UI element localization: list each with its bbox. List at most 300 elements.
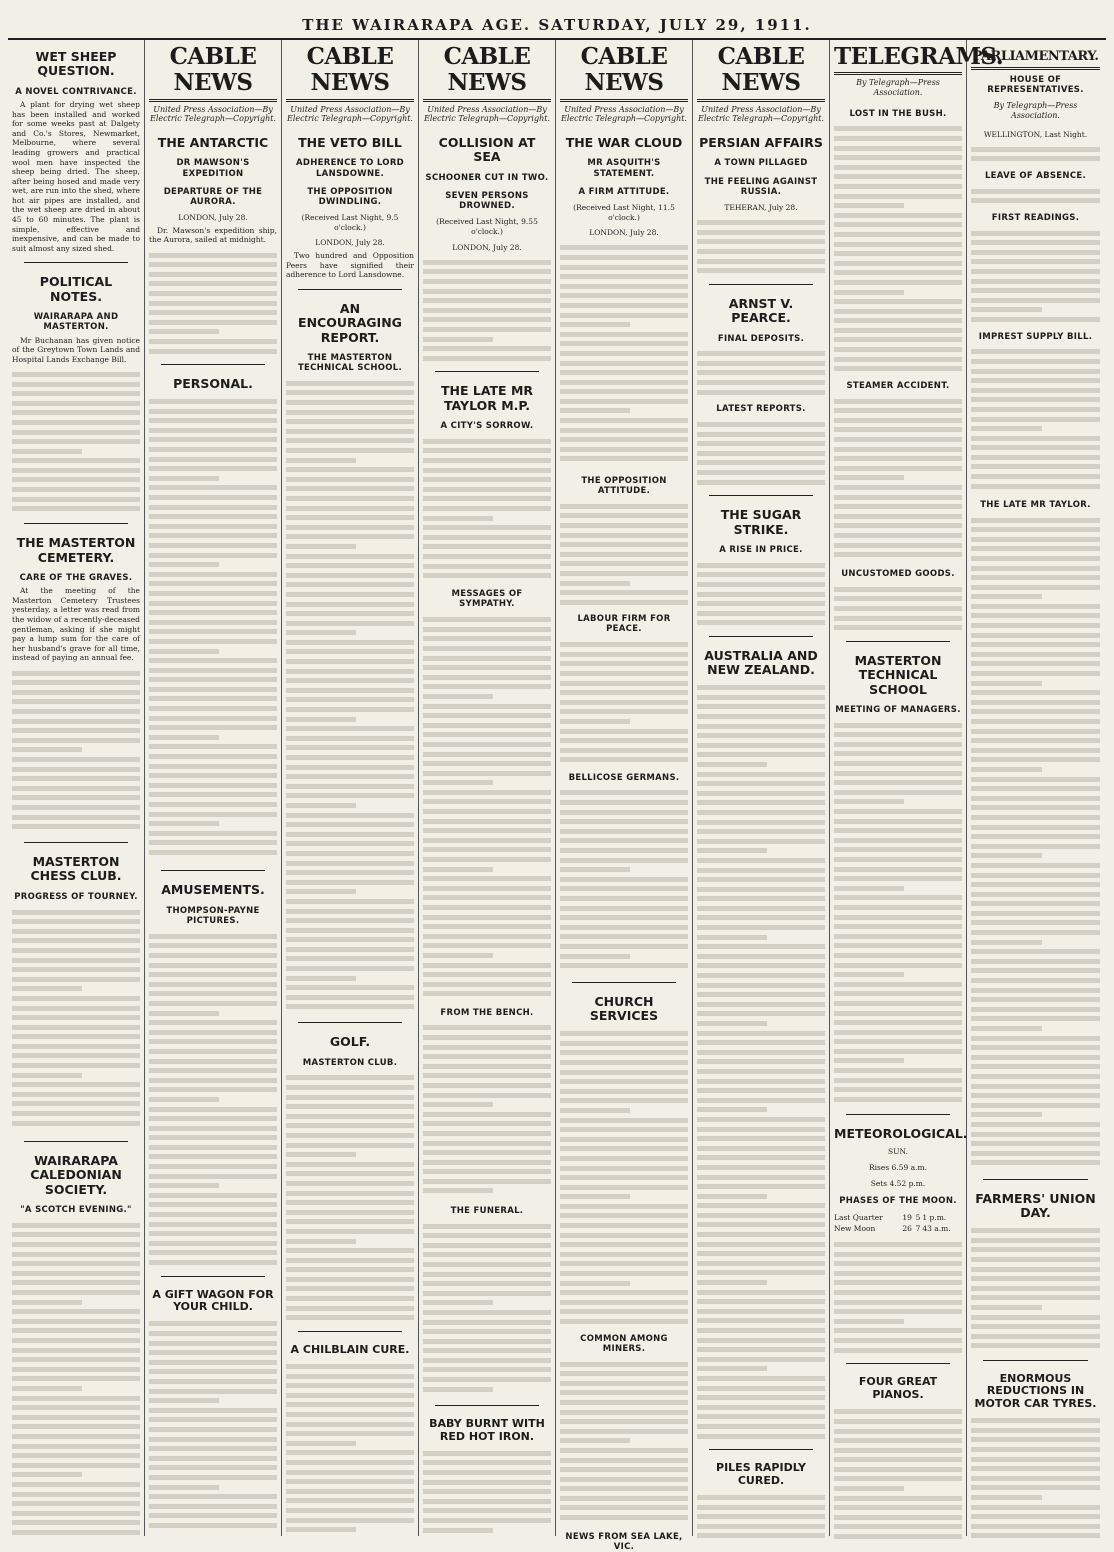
article-subheading: THOMPSON-PAYNE PICTURES. bbox=[166, 905, 260, 927]
text-line-placeholder bbox=[834, 723, 962, 728]
text-line-placeholder bbox=[286, 813, 414, 818]
column-4 bbox=[419, 40, 556, 1536]
text-line-placeholder bbox=[560, 341, 688, 346]
text-line-placeholder bbox=[286, 390, 414, 395]
text-line-placeholder bbox=[697, 1040, 825, 1045]
text-line-placeholder bbox=[286, 1508, 414, 1513]
text-line-placeholder bbox=[149, 1068, 277, 1073]
text-line-placeholder bbox=[834, 1348, 962, 1353]
text-line-placeholder bbox=[423, 1281, 551, 1286]
text-line-placeholder bbox=[12, 1453, 140, 1458]
text-line-placeholder bbox=[560, 1381, 688, 1386]
text-line-placeholder bbox=[149, 572, 277, 577]
text-line-placeholder bbox=[834, 1020, 962, 1025]
text-line-placeholder bbox=[12, 401, 140, 406]
text-line-placeholder bbox=[149, 1446, 277, 1451]
text-line-placeholder bbox=[423, 799, 551, 804]
advertisement bbox=[286, 1338, 414, 1360]
text-line-placeholder bbox=[286, 525, 414, 530]
text-line-placeholder bbox=[560, 504, 688, 509]
text-line-placeholder bbox=[149, 1341, 277, 1346]
text-line-placeholder bbox=[560, 380, 688, 385]
article-subheading: A NOVEL CONTRIVANCE. bbox=[15, 86, 137, 97]
text-line-placeholder bbox=[149, 716, 277, 721]
text-line-placeholder bbox=[971, 1457, 1100, 1462]
text-line-placeholder bbox=[971, 1324, 1100, 1329]
page-columns bbox=[8, 40, 1106, 1552]
text-line-placeholder bbox=[423, 656, 551, 661]
text-line-placeholder bbox=[834, 1087, 962, 1092]
byline: United Press Association—By Electric Telegraph—Copyright. bbox=[424, 104, 550, 124]
text-line-placeholder bbox=[149, 601, 277, 606]
article-subheading: THE FUNERAL. bbox=[450, 1205, 524, 1216]
text-line-placeholder bbox=[971, 959, 1100, 964]
article-body-filler bbox=[423, 434, 551, 584]
text-line-placeholder bbox=[560, 1281, 630, 1286]
article-body-filler bbox=[149, 1317, 277, 1536]
text-line-placeholder bbox=[697, 887, 825, 892]
text-line-placeholder bbox=[697, 704, 825, 709]
text-line-placeholder bbox=[423, 771, 551, 776]
text-line-placeholder bbox=[12, 1025, 140, 1030]
text-line-placeholder bbox=[149, 783, 277, 788]
text-line-placeholder bbox=[560, 877, 688, 882]
text-line-placeholder bbox=[971, 307, 1042, 312]
text-line-placeholder bbox=[697, 810, 825, 815]
article-subheading: SEVEN PERSONS DROWNED. bbox=[445, 191, 529, 212]
text-line-placeholder bbox=[423, 636, 551, 641]
article-body-filler bbox=[149, 394, 277, 864]
text-line-placeholder bbox=[971, 1315, 1100, 1320]
text-line-placeholder bbox=[971, 426, 1042, 431]
text-line-placeholder bbox=[971, 834, 1100, 839]
text-line-placeholder bbox=[286, 956, 414, 961]
text-line-placeholder bbox=[149, 1078, 277, 1083]
text-line-placeholder bbox=[560, 408, 630, 413]
text-line-placeholder bbox=[286, 1123, 414, 1128]
text-line-placeholder bbox=[423, 1243, 551, 1248]
text-line-placeholder bbox=[834, 1429, 962, 1434]
text-line-placeholder bbox=[971, 1437, 1100, 1442]
text-line-placeholder bbox=[286, 602, 414, 607]
text-line-placeholder bbox=[834, 328, 962, 333]
text-line-placeholder bbox=[12, 420, 140, 425]
text-line-placeholder bbox=[423, 1064, 551, 1069]
article-heading: MASTERTON TECHNICAL SCHOOL bbox=[854, 652, 942, 697]
article-subheading: MR ASQUITH'S STATEMENT. bbox=[587, 158, 661, 179]
text-line-placeholder bbox=[560, 700, 688, 705]
article-body-filler bbox=[697, 681, 825, 1444]
text-line-placeholder bbox=[971, 920, 1100, 925]
text-line-placeholder bbox=[149, 1456, 277, 1461]
text-line-placeholder bbox=[697, 733, 825, 738]
text-line-placeholder bbox=[12, 1492, 140, 1497]
divider bbox=[298, 1022, 402, 1023]
text-line-placeholder bbox=[12, 1111, 140, 1116]
byline: United Press Association—By Electric Telegraph—Copyright. bbox=[561, 104, 687, 124]
text-line-placeholder bbox=[286, 1258, 414, 1263]
text-line-placeholder bbox=[834, 1049, 962, 1054]
text-line-placeholder bbox=[149, 329, 219, 334]
text-line-placeholder bbox=[560, 925, 688, 930]
table-cell: 5 bbox=[915, 1213, 921, 1223]
text-line-placeholder bbox=[560, 456, 688, 461]
text-line-placeholder bbox=[697, 877, 825, 882]
text-line-placeholder bbox=[423, 1073, 551, 1078]
text-line-placeholder bbox=[149, 1154, 277, 1159]
text-line-placeholder bbox=[697, 1011, 825, 1016]
text-line-placeholder bbox=[149, 1174, 277, 1179]
text-line-placeholder bbox=[971, 767, 1042, 772]
text-line-placeholder bbox=[286, 1277, 414, 1282]
article-heading: PERSIAN AFFAIRS bbox=[699, 135, 823, 151]
text-line-placeholder bbox=[971, 359, 1100, 364]
text-line-placeholder bbox=[286, 1450, 414, 1455]
text-line-placeholder bbox=[697, 772, 825, 777]
text-line-placeholder bbox=[971, 546, 1100, 551]
text-line-placeholder bbox=[286, 419, 414, 424]
text-line-placeholder bbox=[560, 1118, 688, 1123]
text-line-placeholder bbox=[423, 448, 551, 453]
text-line-placeholder bbox=[560, 542, 688, 547]
text-line-placeholder bbox=[697, 432, 825, 437]
text-line-placeholder bbox=[834, 1300, 962, 1305]
article-heading: THE LATE MR TAYLOR M.P. bbox=[440, 383, 534, 413]
text-line-placeholder bbox=[423, 924, 551, 929]
text-line-placeholder bbox=[560, 1261, 688, 1266]
text-line-placeholder bbox=[286, 1518, 414, 1523]
text-line-placeholder bbox=[560, 1146, 688, 1151]
article-subheading: FINAL DEPOSITS. bbox=[717, 333, 805, 344]
text-line-placeholder bbox=[149, 1164, 277, 1169]
text-line-placeholder bbox=[423, 1131, 551, 1136]
text-line-placeholder bbox=[971, 988, 1100, 993]
text-line-placeholder bbox=[697, 896, 825, 901]
text-line-placeholder bbox=[834, 514, 962, 519]
article-body-filler bbox=[560, 241, 688, 471]
text-line-placeholder bbox=[834, 934, 962, 939]
ad-heading: A GIFT WAGON FOR YOUR CHILD. bbox=[152, 1287, 274, 1314]
text-line-placeholder bbox=[971, 1257, 1100, 1262]
text-line-placeholder bbox=[971, 1026, 1042, 1031]
text-line-placeholder bbox=[423, 1102, 493, 1107]
text-line-placeholder bbox=[697, 582, 825, 587]
text-line-placeholder bbox=[971, 1238, 1100, 1243]
text-line-placeholder bbox=[423, 1320, 551, 1325]
text-line-placeholder bbox=[149, 495, 277, 500]
article-subheading: UNCUSTOMED GOODS. bbox=[841, 569, 955, 580]
text-line-placeholder bbox=[149, 1417, 277, 1422]
article-body-filler bbox=[286, 1359, 414, 1536]
text-line-placeholder bbox=[834, 876, 962, 881]
article-heading: PERSONAL. bbox=[173, 376, 253, 392]
text-line-placeholder bbox=[286, 467, 414, 472]
text-line-placeholder bbox=[971, 1228, 1100, 1233]
text-line-placeholder bbox=[286, 755, 414, 760]
text-line-placeholder bbox=[286, 496, 414, 501]
text-line-placeholder bbox=[149, 1485, 219, 1490]
text-line-placeholder bbox=[423, 684, 551, 689]
text-line-placeholder bbox=[697, 1021, 767, 1026]
text-line-placeholder bbox=[560, 1041, 688, 1046]
text-line-placeholder bbox=[834, 1515, 962, 1520]
article-body-filler bbox=[560, 1027, 688, 1329]
text-line-placeholder bbox=[971, 1084, 1100, 1089]
text-line-placeholder bbox=[834, 533, 962, 538]
text-line-placeholder bbox=[834, 742, 962, 747]
text-line-placeholder bbox=[149, 1504, 277, 1509]
article-subheading: MESSAGES OF SYMPATHY. bbox=[451, 589, 523, 610]
text-line-placeholder bbox=[423, 1367, 551, 1372]
text-line-placeholder bbox=[560, 838, 688, 843]
text-line-placeholder bbox=[697, 1184, 825, 1189]
text-line-placeholder bbox=[149, 310, 277, 315]
text-line-placeholder bbox=[834, 587, 962, 592]
article-body-filler bbox=[286, 1071, 414, 1325]
text-line-placeholder bbox=[560, 681, 688, 686]
text-line-placeholder bbox=[12, 1472, 82, 1477]
article-heading: FARMERS' UNION DAY. bbox=[975, 1190, 1096, 1221]
text-line-placeholder bbox=[423, 819, 551, 824]
text-line-placeholder bbox=[12, 1073, 82, 1078]
text-line-placeholder bbox=[149, 1107, 277, 1112]
text-line-placeholder bbox=[834, 309, 962, 314]
text-line-placeholder bbox=[12, 1463, 140, 1468]
text-line-placeholder bbox=[971, 873, 1100, 878]
text-line-placeholder bbox=[149, 773, 277, 778]
article-heading: THE ANTARCTIC bbox=[157, 135, 269, 151]
text-line-placeholder bbox=[834, 606, 962, 611]
text-line-placeholder bbox=[286, 688, 414, 693]
text-line-placeholder bbox=[834, 136, 962, 141]
text-line-placeholder bbox=[834, 1290, 962, 1295]
article-subheading: "A SCOTCH EVENING." bbox=[20, 1205, 132, 1216]
text-line-placeholder bbox=[834, 838, 962, 843]
text-line-placeholder bbox=[697, 1213, 825, 1218]
text-line-placeholder bbox=[971, 369, 1100, 374]
text-line-placeholder bbox=[971, 537, 1100, 542]
received-note: (Received Last Night, 9.55 o'clock.) bbox=[436, 217, 538, 236]
text-line-placeholder bbox=[560, 418, 688, 423]
text-line-placeholder bbox=[971, 642, 1100, 647]
text-line-placeholder bbox=[423, 838, 551, 843]
text-line-placeholder bbox=[560, 1496, 688, 1501]
article-subheading: LABOUR FIRM FOR PEACE. bbox=[577, 614, 671, 635]
text-line-placeholder bbox=[12, 1271, 140, 1276]
text-line-placeholder bbox=[423, 554, 551, 559]
text-line-placeholder bbox=[834, 408, 962, 413]
text-line-placeholder bbox=[12, 1357, 140, 1362]
text-line-placeholder bbox=[971, 436, 1100, 441]
text-line-placeholder bbox=[149, 735, 219, 740]
text-line-placeholder bbox=[560, 1108, 630, 1113]
article-body-filler bbox=[423, 1446, 551, 1537]
text-line-placeholder bbox=[286, 1527, 356, 1532]
text-line-placeholder bbox=[286, 1374, 414, 1379]
text-line-placeholder bbox=[423, 1329, 551, 1334]
text-line-placeholder bbox=[834, 1030, 962, 1035]
text-line-placeholder bbox=[149, 1183, 219, 1188]
moon-phases-table bbox=[834, 1212, 962, 1234]
text-line-placeholder bbox=[971, 844, 1100, 849]
text-line-placeholder bbox=[286, 1114, 414, 1119]
text-line-placeholder bbox=[12, 1376, 140, 1381]
text-line-placeholder bbox=[286, 515, 414, 520]
text-line-placeholder bbox=[834, 366, 962, 371]
table-row bbox=[834, 1223, 962, 1234]
text-line-placeholder bbox=[12, 1242, 140, 1247]
text-line-placeholder bbox=[286, 544, 356, 549]
text-line-placeholder bbox=[286, 1286, 414, 1291]
text-line-placeholder bbox=[971, 997, 1100, 1002]
text-line-placeholder bbox=[971, 1343, 1100, 1348]
article-body-filler bbox=[971, 142, 1100, 166]
text-line-placeholder bbox=[697, 422, 825, 427]
text-line-placeholder bbox=[971, 1418, 1100, 1423]
text-line-placeholder bbox=[12, 805, 140, 810]
text-line-placeholder bbox=[971, 198, 1100, 203]
article-subheading: THE MASTERTON TECHNICAL SCHOOL. bbox=[297, 352, 403, 374]
text-line-placeholder bbox=[697, 1280, 767, 1285]
text-line-placeholder bbox=[149, 649, 219, 654]
text-line-placeholder bbox=[286, 611, 414, 616]
text-line-placeholder bbox=[423, 1518, 551, 1523]
advertisement bbox=[971, 1367, 1100, 1414]
text-line-placeholder bbox=[697, 1514, 825, 1519]
text-line-placeholder bbox=[286, 1422, 414, 1427]
text-line-placeholder bbox=[423, 713, 551, 718]
divider bbox=[572, 982, 676, 983]
text-line-placeholder bbox=[560, 757, 688, 762]
text-line-placeholder bbox=[149, 1020, 277, 1025]
article-body-filler bbox=[12, 905, 140, 1135]
text-line-placeholder bbox=[834, 963, 962, 968]
article-body: Dr. Mawson's expedition ship, the Aurora, sailed at midnight. bbox=[149, 225, 277, 245]
text-line-placeholder bbox=[971, 863, 1100, 868]
article-body: A plant for drying wet sheep has been installed and worked for some weeks past at Dalgety and Co.'s Stores, Newmarket, Melbourne, where several leading growers and practical wool men have inspected the sheep being dried. The sheep, after being hosed and made very wet, are run into the shed, where hot air pipes are installed, and the wet sheep are dried in about 45 to 60 minutes. The plant is simple, effective and inexpensive, and can be made to suit almost any sized shed. bbox=[12, 99, 140, 253]
text-line-placeholder bbox=[697, 1069, 825, 1074]
text-line-placeholder bbox=[149, 409, 277, 414]
dateline: LONDON, July 28. bbox=[315, 238, 385, 248]
text-line-placeholder bbox=[423, 1310, 551, 1315]
text-line-placeholder bbox=[560, 709, 688, 714]
text-line-placeholder bbox=[286, 1479, 414, 1484]
text-line-placeholder bbox=[971, 978, 1100, 983]
text-line-placeholder bbox=[286, 678, 414, 683]
text-line-placeholder bbox=[834, 1011, 962, 1016]
text-line-placeholder bbox=[560, 1089, 688, 1094]
article-heading: THE VETO BILL bbox=[298, 135, 402, 151]
text-line-placeholder bbox=[971, 1247, 1100, 1252]
text-line-placeholder bbox=[971, 757, 1100, 762]
text-line-placeholder bbox=[697, 1299, 825, 1304]
text-line-placeholder bbox=[560, 1458, 688, 1463]
text-line-placeholder bbox=[286, 1229, 414, 1234]
text-line-placeholder bbox=[834, 1280, 962, 1285]
text-line-placeholder bbox=[423, 506, 551, 511]
text-line-placeholder bbox=[697, 239, 825, 244]
text-line-placeholder bbox=[971, 1533, 1100, 1538]
article-subheading: IMPREST SUPPLY BILL. bbox=[978, 331, 1093, 342]
text-line-placeholder bbox=[286, 1239, 356, 1244]
text-line-placeholder bbox=[286, 909, 414, 914]
text-line-placeholder bbox=[149, 953, 277, 958]
text-line-placeholder bbox=[697, 1328, 825, 1333]
text-line-placeholder bbox=[971, 604, 1100, 609]
text-line-placeholder bbox=[12, 671, 140, 676]
text-line-placeholder bbox=[423, 1160, 551, 1165]
text-line-placeholder bbox=[971, 633, 1100, 638]
text-line-placeholder bbox=[834, 596, 962, 601]
text-line-placeholder bbox=[423, 1300, 493, 1305]
article-heading: WAIRARAPA CALEDONIAN SOCIETY. bbox=[30, 1152, 122, 1197]
text-line-placeholder bbox=[697, 1261, 825, 1266]
text-line-placeholder bbox=[697, 441, 825, 446]
text-line-placeholder bbox=[423, 1025, 551, 1030]
text-line-placeholder bbox=[834, 495, 962, 500]
article-body: At the meeting of the Masterton Cemetery Trustees yesterday, a letter was read from the widow of a recently-deceased gentleman, asking if she might pay a lump sum for the care of her husband's grave for all time, instead of paying an annual fee. bbox=[12, 586, 140, 663]
article-heading: METEOROLOGICAL. bbox=[834, 1126, 968, 1142]
byline: By Telegraph—Press Association. bbox=[856, 78, 940, 98]
text-line-placeholder bbox=[971, 147, 1100, 152]
text-line-placeholder bbox=[12, 1415, 140, 1420]
divider bbox=[24, 262, 128, 263]
text-line-placeholder bbox=[12, 439, 140, 444]
text-line-placeholder bbox=[971, 853, 1042, 858]
article-body-filler bbox=[12, 367, 140, 517]
text-line-placeholder bbox=[149, 1039, 277, 1044]
text-line-placeholder bbox=[697, 1434, 825, 1439]
text-line-placeholder bbox=[971, 815, 1100, 820]
text-line-placeholder bbox=[834, 504, 962, 509]
divider bbox=[709, 495, 813, 496]
text-line-placeholder bbox=[560, 1079, 688, 1084]
text-line-placeholder bbox=[697, 820, 825, 825]
text-line-placeholder bbox=[834, 1486, 904, 1491]
text-line-placeholder bbox=[697, 829, 825, 834]
divider bbox=[709, 284, 813, 285]
text-line-placeholder bbox=[697, 1242, 825, 1247]
article-subheading: LATEST REPORTS. bbox=[716, 404, 806, 415]
text-line-placeholder bbox=[12, 738, 140, 743]
text-line-placeholder bbox=[560, 1438, 630, 1443]
text-line-placeholder bbox=[286, 458, 356, 463]
text-line-placeholder bbox=[697, 259, 825, 264]
text-line-placeholder bbox=[697, 1050, 825, 1055]
column-2 bbox=[145, 40, 282, 1536]
text-line-placeholder bbox=[834, 146, 962, 151]
text-line-placeholder bbox=[286, 947, 414, 952]
text-line-placeholder bbox=[12, 1348, 140, 1353]
text-line-placeholder bbox=[697, 1270, 825, 1275]
text-line-placeholder bbox=[834, 1438, 962, 1443]
text-line-placeholder bbox=[560, 1127, 688, 1132]
advertisement bbox=[697, 1456, 825, 1490]
text-line-placeholder bbox=[971, 156, 1100, 161]
text-line-placeholder bbox=[12, 1300, 82, 1305]
text-line-placeholder bbox=[971, 397, 1100, 402]
text-line-placeholder bbox=[149, 505, 277, 510]
text-line-placeholder bbox=[286, 1489, 414, 1494]
text-line-placeholder bbox=[149, 253, 277, 258]
text-line-placeholder bbox=[560, 1505, 688, 1510]
text-line-placeholder bbox=[971, 279, 1100, 284]
text-line-placeholder bbox=[423, 1141, 551, 1146]
text-line-placeholder bbox=[560, 590, 688, 595]
text-line-placeholder bbox=[971, 805, 1100, 810]
text-line-placeholder bbox=[560, 1410, 688, 1415]
text-line-placeholder bbox=[12, 1338, 140, 1343]
